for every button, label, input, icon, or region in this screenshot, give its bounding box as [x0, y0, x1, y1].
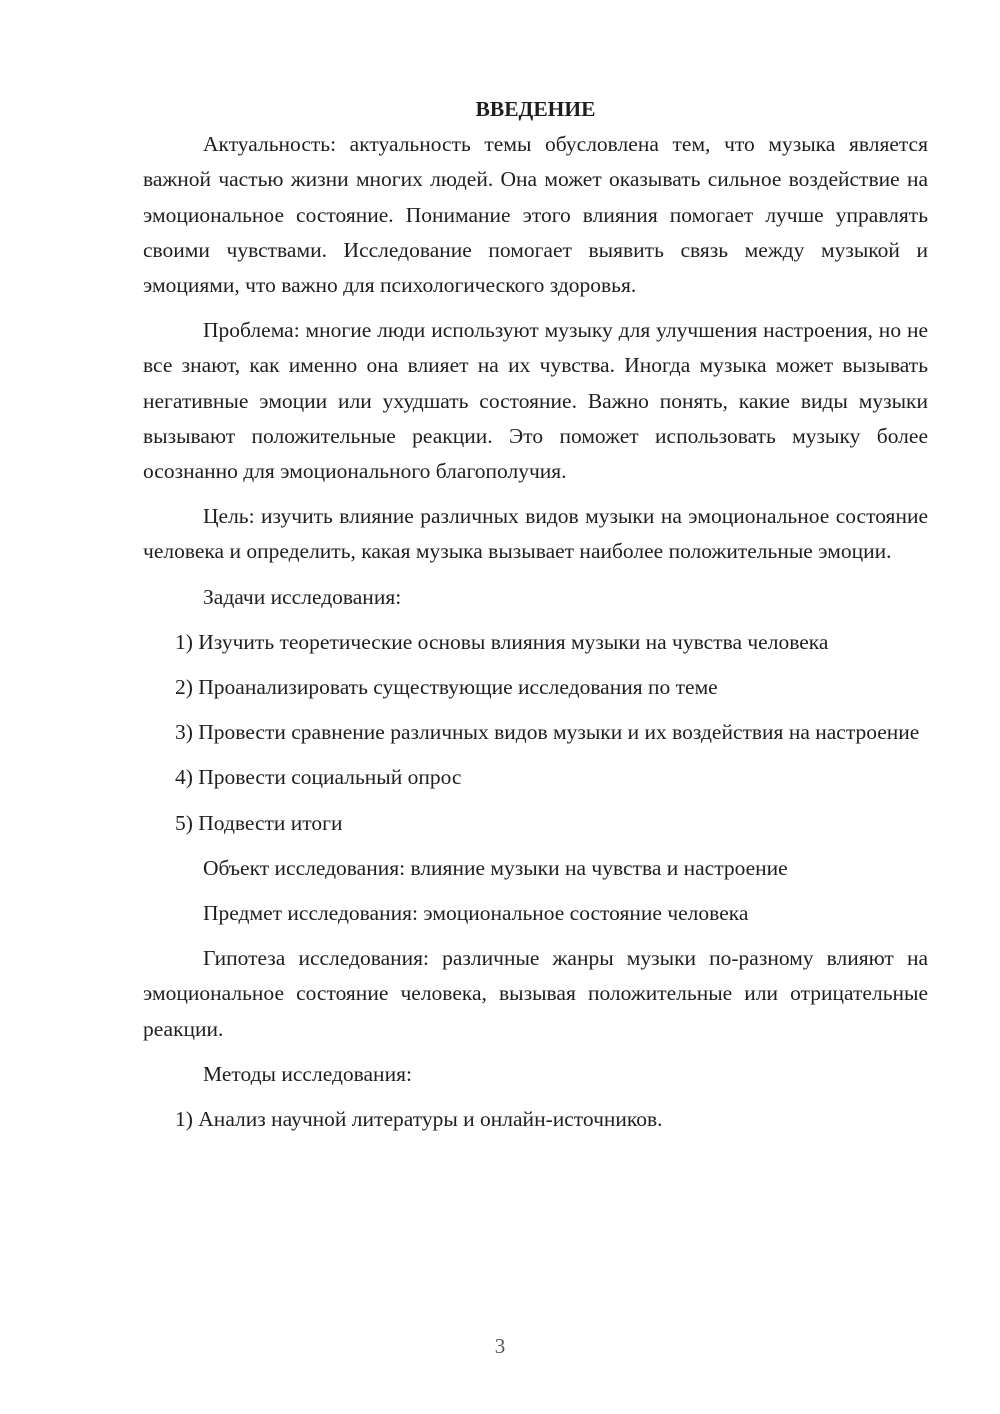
section-title: ВВЕДЕНИЕ	[475, 97, 596, 121]
task-item-1: 1) Изучить теоретические основы влияния музыки на чувства человека	[175, 629, 829, 654]
hypothesis-paragraph: Гипотеза исследования: различные жанры музыки по-разному влияют на эмоциональное состояние человека, вызывая положительные или отрицательные реакции.	[143, 946, 928, 1041]
page-number: 3	[494, 1334, 506, 1358]
problem-paragraph: Проблема: многие люди используют музыку для улучшения настроения, но не все знают, как именно она влияет на их чувства. Иногда музыка может вызывать негативные эмоции или ухудшать состояние. Важно понять, какие виды музыки вызывают положительные реакции. Это поможет использовать музыку более осознанно для эмоционального благополучия.	[143, 318, 928, 484]
methods-heading: Методы исследования:	[203, 1061, 412, 1086]
method-item-1: 1) Анализ научной литературы и онлайн-источников.	[175, 1107, 663, 1132]
relevance-paragraph: Актуальность: актуальность темы обусловлена тем, что музыка является важной частью жизни многих людей. Она может оказывать сильное воздействие на эмоциональное состояние. Понимание этого влияния помогает лучше управлять своими чувствами. Исследование помогает выявить связь между музыкой и эмоциями, что важно для психологического здоровья.	[143, 132, 928, 298]
task-item-2: 2) Проанализировать существующие исследования по теме	[175, 675, 718, 700]
object-line: Объект исследования: влияние музыки на чувства и настроение	[203, 855, 788, 880]
goal-paragraph: Цель: изучить влияние различных видов музыки на эмоциональное состояние человека и определить, какая музыка вызывает наиболее положительные эмоции.	[143, 504, 928, 564]
task-item-5: 5) Подвести итоги	[175, 810, 343, 835]
document-page	[143, 92, 928, 1147]
task-item-3: 3) Провести сравнение различных видов музыки и их воздействия на настроение	[175, 720, 920, 745]
task-item-4: 4) Провести социальный опрос	[175, 765, 462, 790]
tasks-heading: Задачи исследования:	[203, 584, 402, 609]
subject-line: Предмет исследования: эмоциональное состояние человека	[203, 901, 749, 926]
